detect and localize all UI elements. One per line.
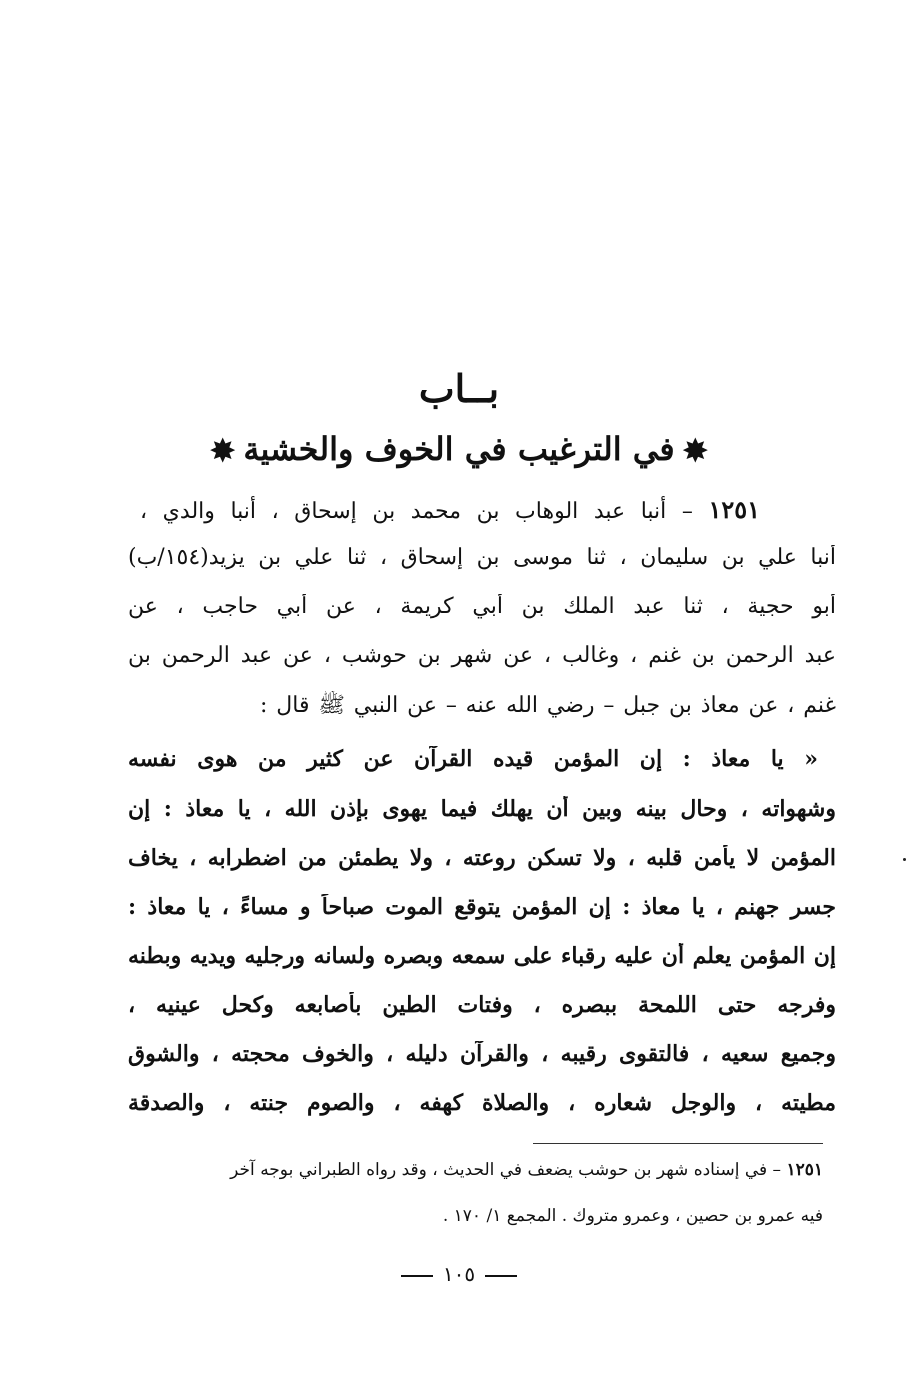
isnad-line: أنبا علي بن سليمان ، ثنا موسى بن إسحاق ، ثنا علي بن يزيد(١٥٤/ب) <box>128 545 836 570</box>
hadith-first-line-text: – أنبا عبد الوهاب بن محمد بن إسحاق ، أنبا والدي ، <box>140 499 693 524</box>
page-number-dash <box>485 1275 517 1277</box>
footnote-line <box>230 1160 823 1180</box>
matn-line: جسر جهنم ، يا معاذ : إن المؤمن يتوقع الموت صباحاً و مساءً ، يا معاذ : <box>128 894 836 920</box>
section-title <box>0 430 918 469</box>
footnote-separator <box>533 1143 823 1144</box>
matn-line: وفرجه حتى اللمحة ببصره ، وفتات الطين بأصابعه وكحل عينيه ، <box>128 992 836 1018</box>
scan-speck <box>903 858 906 861</box>
matn-line: وجميع سعيه ، فالتقوى رقيبه ، والقرآن دليله ، والخوف محجته ، والشوق <box>128 1041 836 1067</box>
footnote-number: ١٢٥١ <box>786 1160 823 1180</box>
footnote-line-text: – في إسناده شهر بن حوشب يضعف في الحديث ، وقد رواه الطبراني بوجه آخر <box>230 1160 782 1180</box>
star-ornament-icon: ✸ <box>682 434 708 469</box>
isnad-line: أبو حجية ، ثنا عبد الملك بن أبي كريمة ، عن أبي حاجب ، عن <box>128 594 836 619</box>
matn-line: مطيته ، والوجل شعاره ، والصلاة كهفه ، والصوم جنته ، والصدقة <box>128 1090 836 1116</box>
isnad-line: غنم ، عن معاذ بن جبل – رضي الله عنه – عن النبي ﷺ قال : <box>260 693 836 718</box>
matn-line: المؤمن لا يأمن قلبه ، ولا تسكن روعته ، ولا يطمئن من اضطرابه ، يخاف <box>128 845 836 871</box>
page-number-dash <box>401 1275 433 1277</box>
chapter-title <box>0 366 918 411</box>
star-ornament-icon: ✸ <box>210 434 236 469</box>
hadith-number: ١٢٥١ <box>708 495 760 524</box>
footnote-line: فيه عمرو بن حصين ، وعمرو متروك . المجمع ١/ ١٧٠ . <box>442 1206 823 1226</box>
matn-line: وشهواته ، وحال بينه وبين أن يهلك فيما يهوى بإذن الله ، يا معاذ : إن <box>128 796 836 822</box>
page-number-text: ١٠٥ <box>442 1262 476 1286</box>
page-number <box>0 1262 918 1286</box>
isnad-line: عبد الرحمن بن غنم ، وغالب ، عن شهر بن حوشب ، عن عبد الرحمن بن <box>128 643 836 668</box>
chapter-title-text: بــاب <box>418 366 500 411</box>
section-title-text: في الترغيب في الخوف والخشية <box>243 430 675 468</box>
matn-line: « يا معاذ : إن المؤمن قيده القرآن عن كثير من هوى نفسه <box>128 746 818 772</box>
matn-line: إن المؤمن يعلم أن عليه رقباء على سمعه وبصره ولسانه ورجليه ويديه وبطنه <box>128 943 836 969</box>
hadith-first-line <box>140 495 760 524</box>
